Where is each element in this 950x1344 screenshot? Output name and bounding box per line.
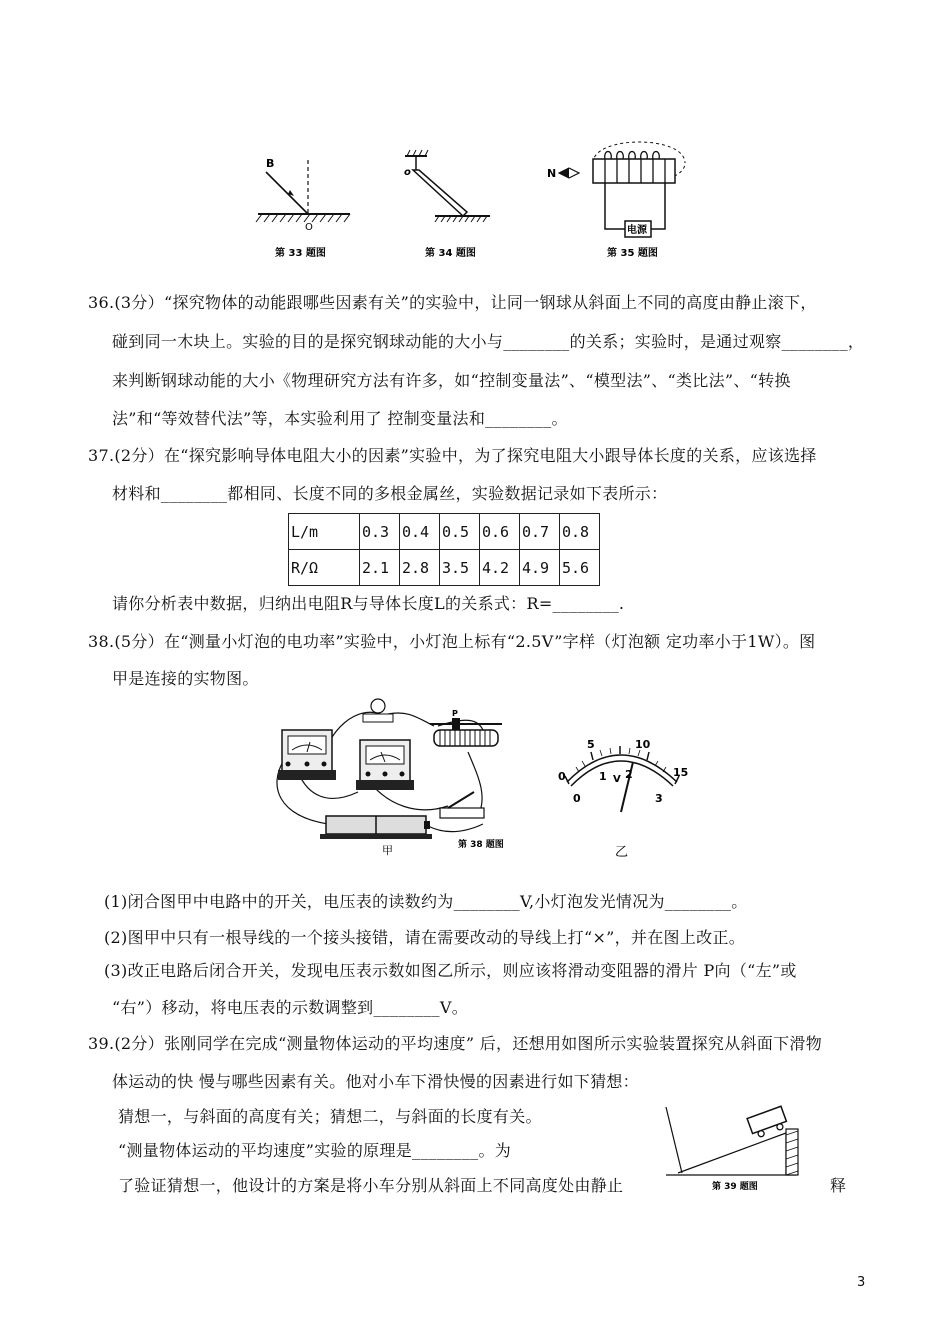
fig33-caption: 第 33 题图 <box>275 248 326 259</box>
q38-line2: 甲是连接的实物图。 <box>112 669 259 688</box>
table-header-length: L/m <box>289 514 360 550</box>
meter-top-10: 10 <box>635 738 651 751</box>
table-cell: 2.8 <box>400 550 440 586</box>
fig34-caption: 第 34 题图 <box>425 248 476 259</box>
table-cell: 0.6 <box>480 514 520 550</box>
table-cell: 0.5 <box>440 514 480 550</box>
fig38-label-yi: 乙 <box>615 845 629 860</box>
q37-line1: 37.(2分）在“探究影响导体电阻大小的因素”实验中，为了探究电阻大小跟导体长度的关系，应该选择 <box>88 446 817 465</box>
fig39-caption: 第 39 题图 <box>712 1182 758 1192</box>
table-cell: 4.2 <box>480 550 520 586</box>
figure-39-incline <box>660 1093 810 1193</box>
figure-38-voltmeter <box>555 732 695 862</box>
q39-line5: 了验证猜想一，他设计的方案是将小车分别从斜面上不同高度处由静止 <box>118 1176 624 1195</box>
q38-line1: 38.(5分）在“测量小灯泡的电功率”实验中，小灯泡上标有“2.5V”字样（灯泡额 定功率小于1W）。图 <box>88 632 816 651</box>
fig38-caption: 第 38 题图 <box>458 840 504 850</box>
meter-bottom-0: 0 <box>573 792 581 805</box>
meter-top-0: 0 <box>558 770 566 783</box>
q39-line1: 39.(2分）张刚同学在完成“测量物体运动的平均速度” 后，还想用如图所示实验装置探究从斜面下滑物 <box>88 1034 823 1053</box>
q37-line2: 材料和________都相同、长度不同的多根金属丝，实验数据记录如下表所示： <box>112 484 668 503</box>
table-cell: 5.6 <box>560 550 600 586</box>
q38-sub3b: “右”）移动，将电压表的示数调整到________V。 <box>112 998 469 1017</box>
fig33-label-o: O <box>305 222 313 233</box>
figure-35 <box>545 135 695 265</box>
table-row <box>289 550 600 586</box>
q38-sub3a: (3)改正电路后闭合开关，发现电压表示数如图乙所示，则应该将滑动变阻器的滑片 P向（“左”或 <box>104 961 797 980</box>
table-cell: 0.7 <box>520 514 560 550</box>
table-header-resistance: R/Ω <box>289 550 360 586</box>
table-cell: 4.9 <box>520 550 560 586</box>
q37-line3: 请你分析表中数据，归纳出电阻R与导体长度L的关系式：R=________. <box>112 594 625 613</box>
q39-line2: 体运动的快 慢与哪些因素有关。他对小车下滑快慢的因素进行如下猜想： <box>112 1072 639 1091</box>
fig38-label-jia: 甲 <box>382 844 393 857</box>
table-cell: 0.3 <box>360 514 400 550</box>
q39-line3: 猜想一，与斜面的高度有关；猜想二，与斜面的长度有关。 <box>118 1107 542 1126</box>
meter-bottom-1: 1 <box>599 770 607 783</box>
fig33-label-b: B <box>266 157 275 170</box>
meter-bottom-3: 3 <box>655 792 663 805</box>
figure-38-circuit <box>268 696 538 860</box>
q38-sub2: (2)图甲中只有一根导线的一个接头接错，请在需要改动的导线上打“×”，并在图上改正。 <box>104 928 746 947</box>
q36-line1: 36.(3分）“探究物体的动能跟哪些因素有关”的实验中，让同一钢球从斜面上不同的高度由静止滚下， <box>88 293 817 312</box>
page-number: 3 <box>857 1275 866 1290</box>
meter-unit-v: V <box>613 774 621 785</box>
rheostat-label-p: P <box>452 709 458 718</box>
figure-34 <box>395 148 495 265</box>
q36-line3: 来判断钢球动能的大小《物理研究方法有许多，如“控制变量法”、“模型法”、“类比法”、“转换 <box>112 371 791 390</box>
q36-line4: 法”和“等效替代法”等，本实验利用了 控制变量法和________。 <box>112 409 568 428</box>
resistance-length-table <box>288 513 600 586</box>
table-cell: 2.1 <box>360 550 400 586</box>
q36-line2: 碰到同一木块上。实验的目的是探究钢球动能的大小与________的关系；实验时，是通过观察________， <box>112 332 865 351</box>
q38-sub1: (1)闭合图甲中电路中的开关，电压表的读数约为________V,小灯泡发光情况为________。 <box>104 892 748 911</box>
meter-top-15: 15 <box>673 766 689 779</box>
fig34-label-o: o <box>404 167 411 178</box>
table-cell: 0.8 <box>560 514 600 550</box>
q39-line4: “测量物体运动的平均速度”实验的原理是________。为 <box>118 1141 512 1160</box>
meter-top-5: 5 <box>587 738 595 751</box>
fig35-label-n: N <box>547 167 557 180</box>
table-row <box>289 514 600 550</box>
figure-33 <box>250 150 360 265</box>
meter-bottom-2: 2 <box>625 768 633 781</box>
fig35-power-label: 电源 <box>627 225 647 236</box>
fig35-caption: 第 35 题图 <box>607 248 658 259</box>
table-cell: 3.5 <box>440 550 480 586</box>
table-cell: 0.4 <box>400 514 440 550</box>
q39-line5-tail: 释 <box>830 1176 847 1195</box>
bulb-icon <box>371 699 385 713</box>
